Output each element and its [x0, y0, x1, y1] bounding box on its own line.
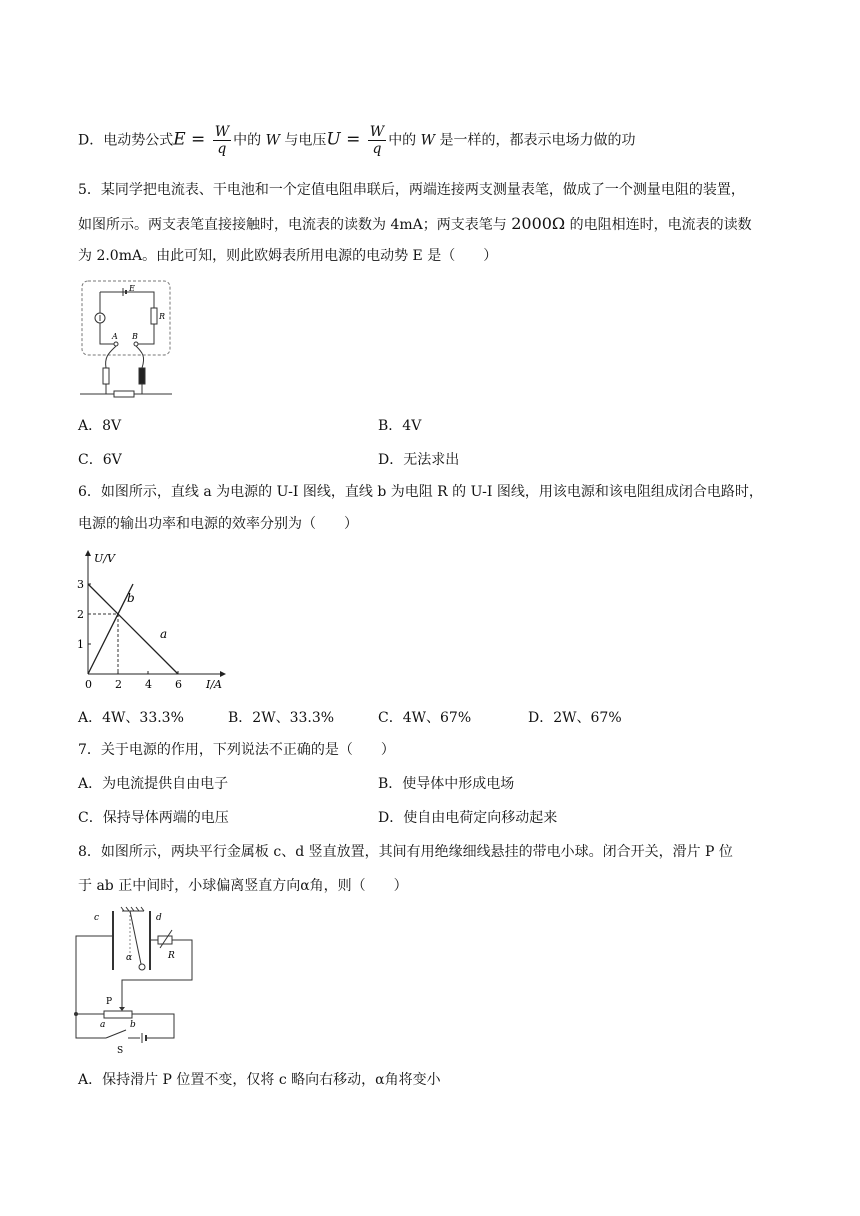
q4-option-d	[78, 124, 635, 157]
series-label-b: b	[127, 591, 135, 605]
fraction-w-over-q-2	[368, 124, 386, 157]
q5-line2-b: 的电阻相连时，电流表的读数	[565, 217, 752, 233]
switch-s	[106, 1030, 126, 1038]
q5-line1: 5．某同学把电流表、干电池和一个定值电阻串联后，两端连接两支测量表笔，做成了一个测量电阻的装置，	[78, 182, 745, 198]
q7-line1: 7．关于电源的作用，下列说法不正确的是（ ）	[78, 742, 395, 758]
x-axis-arrow	[220, 671, 226, 677]
label-a-8: a	[100, 1020, 106, 1030]
charged-ball	[139, 964, 145, 970]
probe-b	[139, 368, 145, 384]
q4-text-mid1: 中的	[233, 132, 262, 149]
q5-line3: 为 2.0mA。由此可知，则此欧姆表所用电源的电动势 E 是（ ）	[78, 248, 498, 264]
q8-line1: 8．如图所示，两块平行金属板 c、d 竖直放置，其间有用绝缘细线悬挂的带电小球。闭合开关，滑片 P 位	[78, 844, 733, 860]
label-r: R	[159, 312, 166, 321]
q5-option-b: B．4V	[378, 418, 422, 434]
label-e: E	[129, 284, 135, 293]
series-label-a: a	[160, 627, 168, 641]
q4-text-mid3: 中的	[388, 132, 417, 149]
q8-option-a: A．保持滑片 P 位置不变，仅将 c 略向右移动，α角将变小	[78, 1072, 441, 1088]
q4-w2: W	[420, 132, 436, 149]
q5-option-d: D．无法求出	[378, 452, 460, 468]
x-axis-label: I/A	[206, 678, 222, 691]
test-resistor	[114, 391, 134, 397]
frac-num: W	[214, 124, 230, 140]
q4-text-mid2: 与电压	[284, 132, 327, 149]
q7-option-c: C．保持导体两端的电压	[78, 810, 229, 826]
label-d: d	[156, 913, 162, 923]
y-tick-label: 1	[77, 638, 84, 651]
q5-resistance-value: 2000Ω	[511, 214, 566, 233]
label-b: B	[132, 332, 138, 341]
x-tick-label: 0	[85, 678, 92, 691]
q7-option-d: D．使自由电荷定向移动起来	[378, 810, 558, 826]
q7-option-a: A．为电流提供自由电子	[78, 776, 229, 792]
q8-line2: 于 ab 正中间时，小球偏离竖直方向α角，则（ ）	[78, 878, 408, 894]
q5-line2-a: 如图所示。两支表笔直接接触时，电流表的读数为 4mA；两支表笔与	[78, 217, 512, 233]
y-axis-arrow	[85, 550, 91, 556]
q5-line2	[78, 214, 752, 235]
label-b-8: b	[130, 1020, 136, 1030]
q6-line2: 电源的输出功率和电源的效率分别为（ ）	[78, 516, 358, 532]
eq-e-symbol: E	[173, 129, 186, 150]
y-axis-label: U/V	[94, 552, 115, 565]
eq-u-symbol: U	[326, 129, 341, 150]
q4-text-end: 是一样的，都表示电场力做的功	[439, 132, 636, 149]
label-r-8: R	[168, 951, 175, 961]
q6-option-d: D．2W、67%	[528, 710, 622, 726]
eq-sign: =	[185, 129, 211, 150]
x-tick-label: 2	[115, 678, 122, 691]
q5-option-a: A．8V	[78, 418, 122, 434]
q5-ohmmeter-figure	[76, 278, 176, 402]
x-tick-label: 4	[145, 678, 152, 691]
label-alpha: α	[126, 953, 133, 963]
q8-circuit-figure	[68, 906, 198, 1056]
frac-den-2: q	[372, 141, 382, 157]
q7-option-b: B．使导体中形成电场	[378, 776, 515, 792]
eq-sign-2: =	[340, 129, 366, 150]
label-s: S	[117, 1046, 124, 1056]
q6-ui-chart	[70, 548, 240, 692]
y-tick-label: 3	[77, 578, 84, 591]
label-c: c	[94, 913, 100, 923]
probe-a	[103, 368, 109, 384]
q6-option-a: A．4W、33.3%	[78, 710, 184, 726]
y-tick-label: 2	[77, 608, 84, 621]
resistor-r	[151, 308, 157, 324]
x-tick-label: 6	[175, 678, 182, 691]
q5-option-c: C．6V	[78, 452, 122, 468]
q6-option-b: B．2W、33.3%	[228, 710, 335, 726]
q4-optd-prefix: D．电动势公式	[78, 132, 174, 149]
label-p: P	[106, 997, 113, 1007]
fraction-w-over-q	[213, 124, 231, 157]
slider-resistor	[104, 1011, 132, 1018]
q6-line1: 6．如图所示，直线 a 为电源的 U-I 图线，直线 b 为电阻 R 的 U-I 图线，用该电源和该电阻组成闭合电路时，	[78, 484, 763, 500]
q4-w1: W	[265, 132, 280, 149]
frac-num-2: W	[369, 124, 385, 140]
q6-option-c: C．4W、67%	[378, 710, 472, 726]
frac-den: q	[217, 141, 227, 157]
label-a: A	[112, 332, 118, 341]
